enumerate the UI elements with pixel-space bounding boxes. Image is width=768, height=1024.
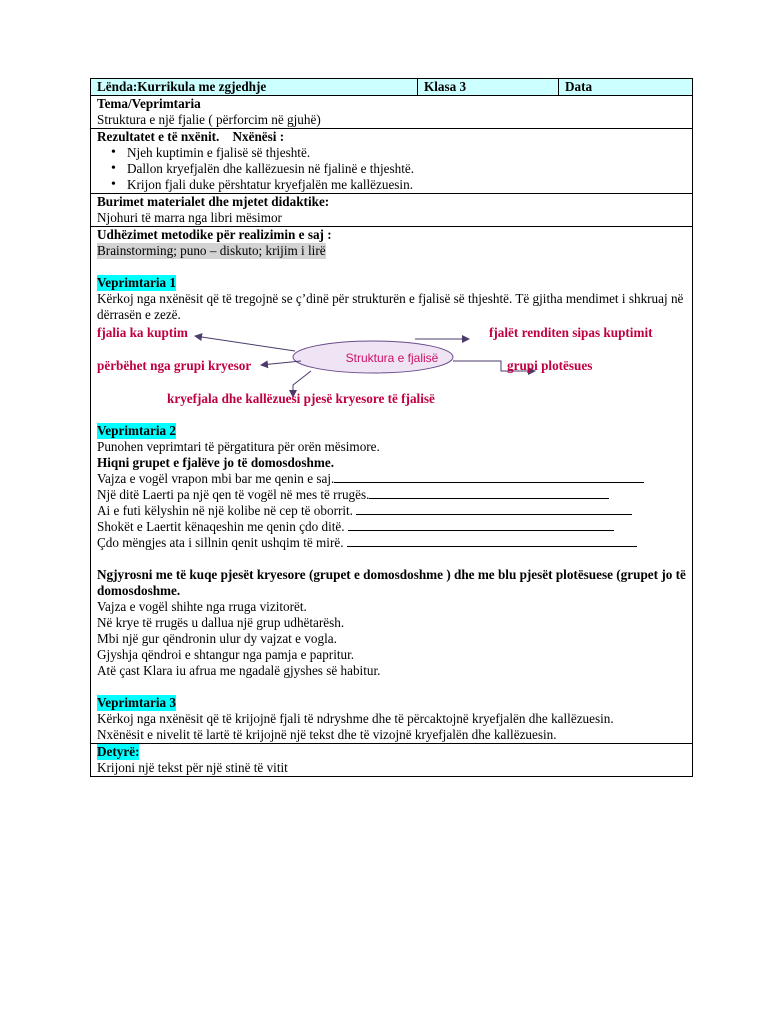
activity2-task1: Hiqni grupet e fjalëve jo të domosdoshme. bbox=[97, 455, 334, 470]
diagram-bottom: kryefjala dhe kallëzuesi pjesë kryesore të fjalisë bbox=[167, 391, 435, 406]
class-cell: Klasa 3 bbox=[418, 79, 559, 96]
topic-text: Struktura e një fjalie ( përforcim në gjuhë) bbox=[97, 112, 321, 127]
diagram-left-top: fjalia ka kuptim bbox=[97, 325, 188, 340]
results-list bbox=[97, 145, 686, 193]
topic-row bbox=[91, 96, 693, 129]
list-item: Ai e futi këlyshin në një kolibe në cep të oborrit. bbox=[97, 503, 686, 519]
activity3-line: Nxënësit e nivelit të lartë të krijojnë një tekst dhe të vizojnë kryefjalën dhe kallëzuesin. bbox=[97, 727, 557, 742]
list-item: Atë çast Klara iu afrua me ngadalë gjyshes së habitur. bbox=[97, 663, 381, 678]
structure-diagram bbox=[97, 323, 686, 423]
list-item: Në krye të rrugës u dallua një grup udhëtarësh. bbox=[97, 615, 345, 630]
date-cell: Data bbox=[559, 79, 693, 96]
diagram-left-bottom: përbëhet nga grupi kryesor bbox=[97, 358, 252, 373]
arrow-left-top bbox=[195, 336, 295, 351]
results-sublabel: Nxënësi : bbox=[232, 129, 285, 144]
activity1-title: Veprimtaria 1 bbox=[97, 275, 176, 290]
resources-label: Burimet materialet dhe mjetet didaktike: bbox=[97, 194, 330, 209]
homework-label: Detyrë: bbox=[97, 744, 140, 759]
header-row bbox=[91, 79, 693, 96]
activity2-task2: Ngjyrosni me të kuqe pjesët kryesore (grupet e domosdoshme ) dhe me blu pjesët plotësuese (grupet jo të domosdoshme. bbox=[97, 567, 686, 598]
homework-text: Krijoni një tekst për një stinë të vitit bbox=[97, 760, 288, 775]
results-row bbox=[91, 129, 693, 194]
activity1-text: Kërkoj nga nxënësit që të tregojnë se ç’dinë për strukturën e fjalisë së thjeshtë. Të gjitha mendimet i shkruaj në dërrasën e zezë. bbox=[97, 291, 684, 322]
list-item: • Dallon kryefjalën dhe kallëzuesin në fjalinë e thjeshtë. bbox=[127, 161, 686, 177]
list-item: Mbi një gur qëndronin ulur dy vajzat e vogla. bbox=[97, 631, 337, 646]
resources-row bbox=[91, 194, 693, 227]
methods-label: Udhëzimet metodike për realizimin e saj : bbox=[97, 227, 332, 242]
lesson-plan-table bbox=[90, 78, 693, 777]
results-heading bbox=[97, 129, 686, 145]
activity3-line: Kërkoj nga nxënësit që të krijojnë fjali të ndryshme dhe të përcaktojnë kryefjalën dhe kallëzuesin. bbox=[97, 711, 614, 726]
arrow-left-bottom bbox=[261, 361, 301, 365]
subject-cell: Lënda:Kurrikula me zgjedhje bbox=[91, 79, 418, 96]
list-item: Gjyshja qëndroi e shtangur nga pamja e papritur. bbox=[97, 647, 355, 662]
list-item: Çdo mëngjes ata i sillnin qenit ushqim të mirë. bbox=[97, 535, 686, 551]
lesson-plan-page bbox=[90, 78, 692, 777]
homework-row bbox=[91, 744, 693, 777]
diagram-right-bottom: grupi plotësues bbox=[507, 358, 593, 373]
list-item: Vajza e vogël vrapon mbi bar me qenin e saj. bbox=[97, 471, 686, 487]
list-item: • Njeh kuptimin e fjalisë së thjeshtë. bbox=[127, 145, 686, 161]
diagram-right-top: fjalët renditen sipas kuptimit bbox=[489, 325, 653, 340]
list-item: Një ditë Laerti pa një qen të vogël në mes të rrugës. bbox=[97, 487, 686, 503]
list-item: Vajza e vogël shihte nga rruga vizitorët. bbox=[97, 599, 307, 614]
diagram-center: Struktura e fjalisë bbox=[345, 351, 439, 365]
results-label: Rezultatet e të nxënit. bbox=[97, 129, 220, 144]
list-item: Shokët e Laertit kënaqeshin me qenin çdo ditë. bbox=[97, 519, 686, 535]
methods-highlight: Brainstorming; puno – diskuto; krijim i lirë bbox=[97, 243, 326, 258]
activity2-intro: Punohen veprimtari të përgatitura për orën mësimore. bbox=[97, 439, 380, 454]
activity3-title: Veprimtaria 3 bbox=[97, 695, 176, 710]
activity2-title: Veprimtaria 2 bbox=[97, 423, 176, 438]
resources-text: Njohuri të marra nga libri mësimor bbox=[97, 210, 282, 225]
methods-row bbox=[91, 227, 693, 744]
list-item: • Krijon fjali duke përshtatur kryefjalën me kallëzuesin. bbox=[127, 177, 686, 193]
topic-label: Tema/Veprimtaria bbox=[97, 96, 201, 111]
